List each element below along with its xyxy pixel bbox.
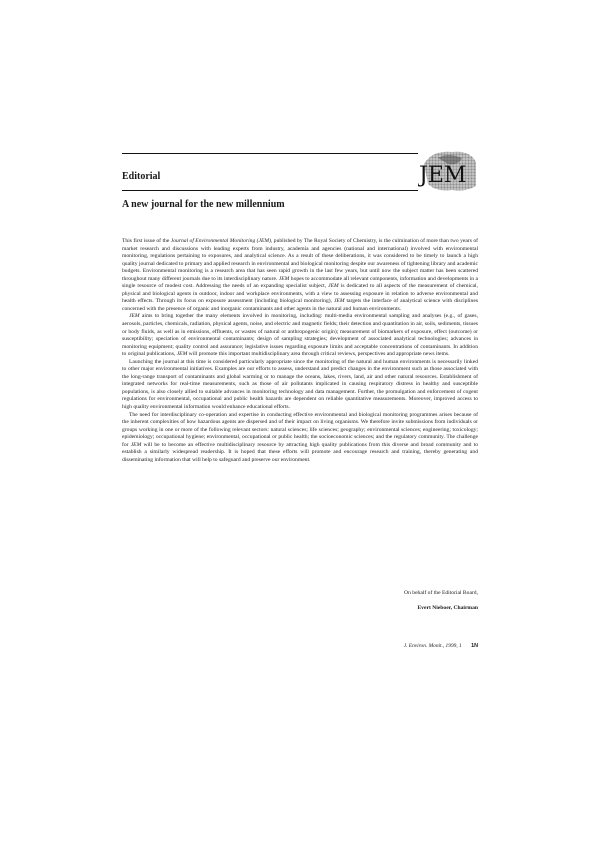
italic-text: JEM: [130, 441, 142, 448]
paragraph: The need for interdisciplinary co-operation and expertise in conducting effective environmental and biological monitoring programmes arises because of the inherent complexities of how hazardous agents are dispersed and of their impact on living organisms. We therefore invite submissions from individuals or groups working in one or more of the following relevant sectors: natural sciences; life sciences; geography; environmental sciences; engineering; toxicology; epidemiology; occupational hygiene; environmental, occupational or public health; the socioeconomic sciences; and the regulatory community. The challenge for JEM will be to become an effective multidisciplinary resource by attracting high quality publications from this diverse and broad community and to establish a similarly widespread readership. It is hoped that these efforts will promote and encourage research and training, thereby generating and disseminating information that will help to safeguard and preserve our environment.: [122, 411, 478, 463]
section-heading: Editorial: [122, 171, 161, 182]
jem-logo: [418, 146, 478, 196]
italic-text: JEM: [328, 283, 339, 290]
paragraph: Launching the journal at this time is considered particularly appropriate since the monitoring of the natural and human environments is necessarily linked to other major environmental initiatives. Examples are our efforts to assess, understand and predict changes in the environment such as those associated with the long-range transport of contaminants and global warming or to manage the oceans, lakes, rivers, land, air and other natural resources. Establishment of integrated networks for real-time measurements, such as those of air pollutants implicated in causing respiratory distress in healthy and susceptible populations, is also closely allied to suitable advances in monitoring technology and data management. Further, the promulgation and enforcement of cogent regulations for environmental, occupational and public health hazards are dependent on reliable quantitative measurements. Moreover, improved access to high quality environmental information would enhance educational efforts.: [122, 358, 478, 411]
article-body: [122, 238, 478, 464]
italic-text: JEM: [333, 298, 345, 305]
italic-text: JEM: [129, 313, 140, 320]
italic-text: JEM: [278, 275, 290, 282]
italic-text: Journal of Environmental Monitoring (JEM): [170, 238, 271, 244]
article-title: A new journal for the new millennium: [122, 199, 285, 210]
paragraph: JEM aims to bring together the many elements involved in monitoring, including: multi-media environmental sampling and analyses (e.g., of gases, aerosols, particles, chemicals, radiation, physical agents, noise, and electric and magnetic fields; their detection and quantitation in air, soils, sediments, tissues or body fluids, as well as in emissions, effluents, or wastes of natural or anthropogenic origin); measurement of biomarkers of exposure, effect (outcome) or susceptibility; speciation of environmental contaminants; design of sampling strategies; development of associated analytical technologies; advances in monitoring equipment; quality control and assurance; legislative issues regarding exposure limits and acceptable concentrations of contaminants. In addition to original publications, JEM will promote this important multidisciplinary area through critical reviews, perspectives and appropriate news items.: [122, 313, 478, 358]
top-rule: [122, 153, 418, 154]
page-number: 1N: [471, 643, 478, 649]
signoff-line: On behalf of the Editorial Board,: [404, 590, 478, 596]
paragraph: This first issue of the Journal of Environmental Monitoring (JEM), published by The Royal Society of Chemistry, is the culmination of more than two years of market research and discussions with leading experts from industry, academia and agencies (national and international) involved with environmental monitoring, regulations pertaining to exposures, and analytical science. As a result of these deliberations, it was considered to be timely to launch a high quality journal dedicated to primary and applied research in environmental and biological monitoring despite our awareness of tightening library and academic budgets. Environmental monitoring is a research area that has seen rapid growth in the last few years, but until now the subject matter has been scattered throughout many different journals due to its interdisciplinary nature. JEM hopes to accommodate all relevant components, information and developments in a single resource of modest cost. Addressing the needs of an expanding specialist subject, JEM is dedicated to all aspects of the measurement of chemical, physical and biological agents in outdoor, indoor and workplace environments, with a view to assessing exposure in relation to adverse environmental and health effects. Through its focus on exposure assessment (including biological monitoring), JEM targets the interface of analytical science with disciplines concerned with the presence of organic and inorganic contaminants and other agents in the natural and human environments.: [122, 238, 479, 312]
signer-name: Evert Nieboer, Chairman: [417, 605, 478, 611]
italic-text: JEM: [176, 351, 188, 358]
logo-text: JEM: [419, 163, 467, 188]
heading-rule: [122, 190, 418, 191]
journal-citation: J. Environ. Monit., 1999, 1: [403, 643, 462, 649]
page-footer: [404, 643, 478, 649]
